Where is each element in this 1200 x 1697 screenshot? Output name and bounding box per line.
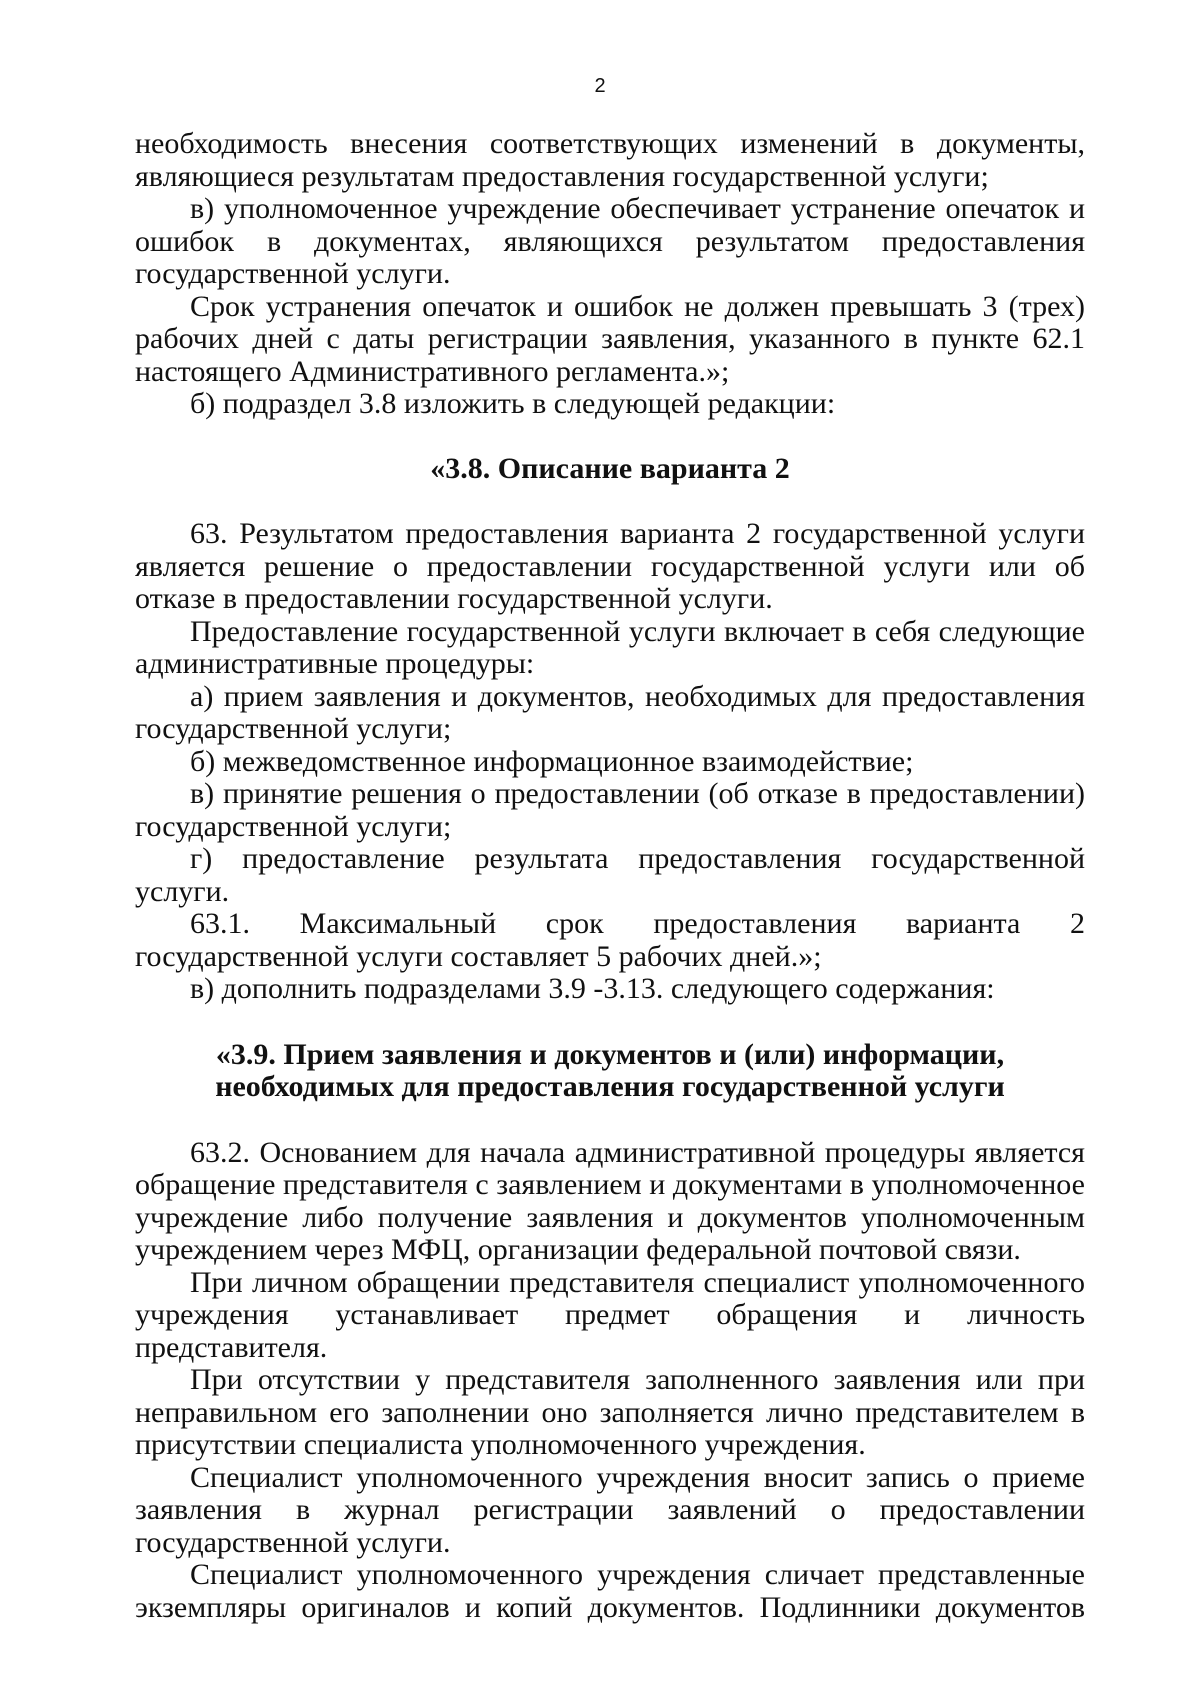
paragraph-continuation: необходимость внесения соответствующих изменений в документы, являющиеся результатам предоставления государственной услуги; [135, 127, 1085, 193]
document-body [135, 128, 1085, 1624]
section-heading-3-9-line2: необходимых для предоставления государственной услуги [215, 1070, 1005, 1103]
section-heading-3-9 [135, 1039, 1085, 1104]
list-item-g: г) предоставление результата предоставления государственной услуги. [135, 842, 1085, 908]
list-item-b: б) межведомственное информационное взаимодействие; [190, 744, 914, 778]
paragraph-item-v: в) уполномоченное учреждение обеспечивает устранение опечаток и ошибок в документах, являющихся результатом предоставления государственной услуги. [135, 192, 1085, 290]
list-item-v: в) принятие решения о предоставлении (об отказе в предоставлении) государственной услуги; [135, 777, 1085, 843]
paragraph-registration: Специалист уполномоченного учреждения вносит запись о приеме заявления в журнал регистрации заявлений о предоставлении государственной услуги. [135, 1460, 1085, 1559]
paragraph-deadline: Срок устранения опечаток и ошибок не должен превышать 3 (трех) рабочих дней с даты регистрации заявления, указанного в пункте 62.1 настоящего Административного регламента.»; [135, 289, 1085, 388]
paragraph-procedures-intro: Предоставление государственной услуги включает в себя следующие административные процедуры: [135, 614, 1085, 680]
paragraph-verification: Специалист уполномоченного учреждения сличает представленные экземпляры оригиналов и копий документов. Подлинники документов [135, 1558, 1085, 1624]
page-number: 2 [594, 75, 606, 97]
paragraph-63: 63. Результатом предоставления варианта 2 государственной услуги является решение о предоставлении государственной услуги или об отказе в предоставлении государственной услуги. [135, 517, 1085, 615]
paragraph-item-v-add: в) дополнить подразделами 3.9 -3.13. следующего содержания: [190, 972, 995, 1005]
paragraph-item-b: б) подраздел 3.8 изложить в следующей редакции: [190, 387, 836, 420]
section-heading-3-9-line1: «3.9. Прием заявления и документов и (или) информации, [215, 1037, 1005, 1071]
paragraph-personal-appeal: При личном обращении представителя специалист уполномоченного учреждения устанавливает предмет обращения и личность представителя. [135, 1265, 1085, 1364]
list-item-a: а) прием заявления и документов, необходимых для предоставления государственной услуги; [135, 679, 1085, 745]
section-heading-3-8: «3.8. Описание варианта 2 [430, 451, 790, 485]
paragraph-63-1: 63.1. Максимальный срок предоставления варианта 2 государственной услуги составляет 5 рабочих дней.»; [135, 907, 1085, 973]
paragraph-form-filling: При отсутствии у представителя заполненного заявления или при неправильном его заполнении оно заполняется лично представителем в присутствии специалиста уполномоченного учреждения. [135, 1363, 1085, 1461]
paragraph-63-2: 63.2. Основанием для начала административной процедуры является обращение представителя с заявлением и документами в уполномоченное учреждение либо получение заявления и документов уполномоченным учреждением через МФЦ, организации федеральной почтовой связи. [135, 1135, 1085, 1266]
